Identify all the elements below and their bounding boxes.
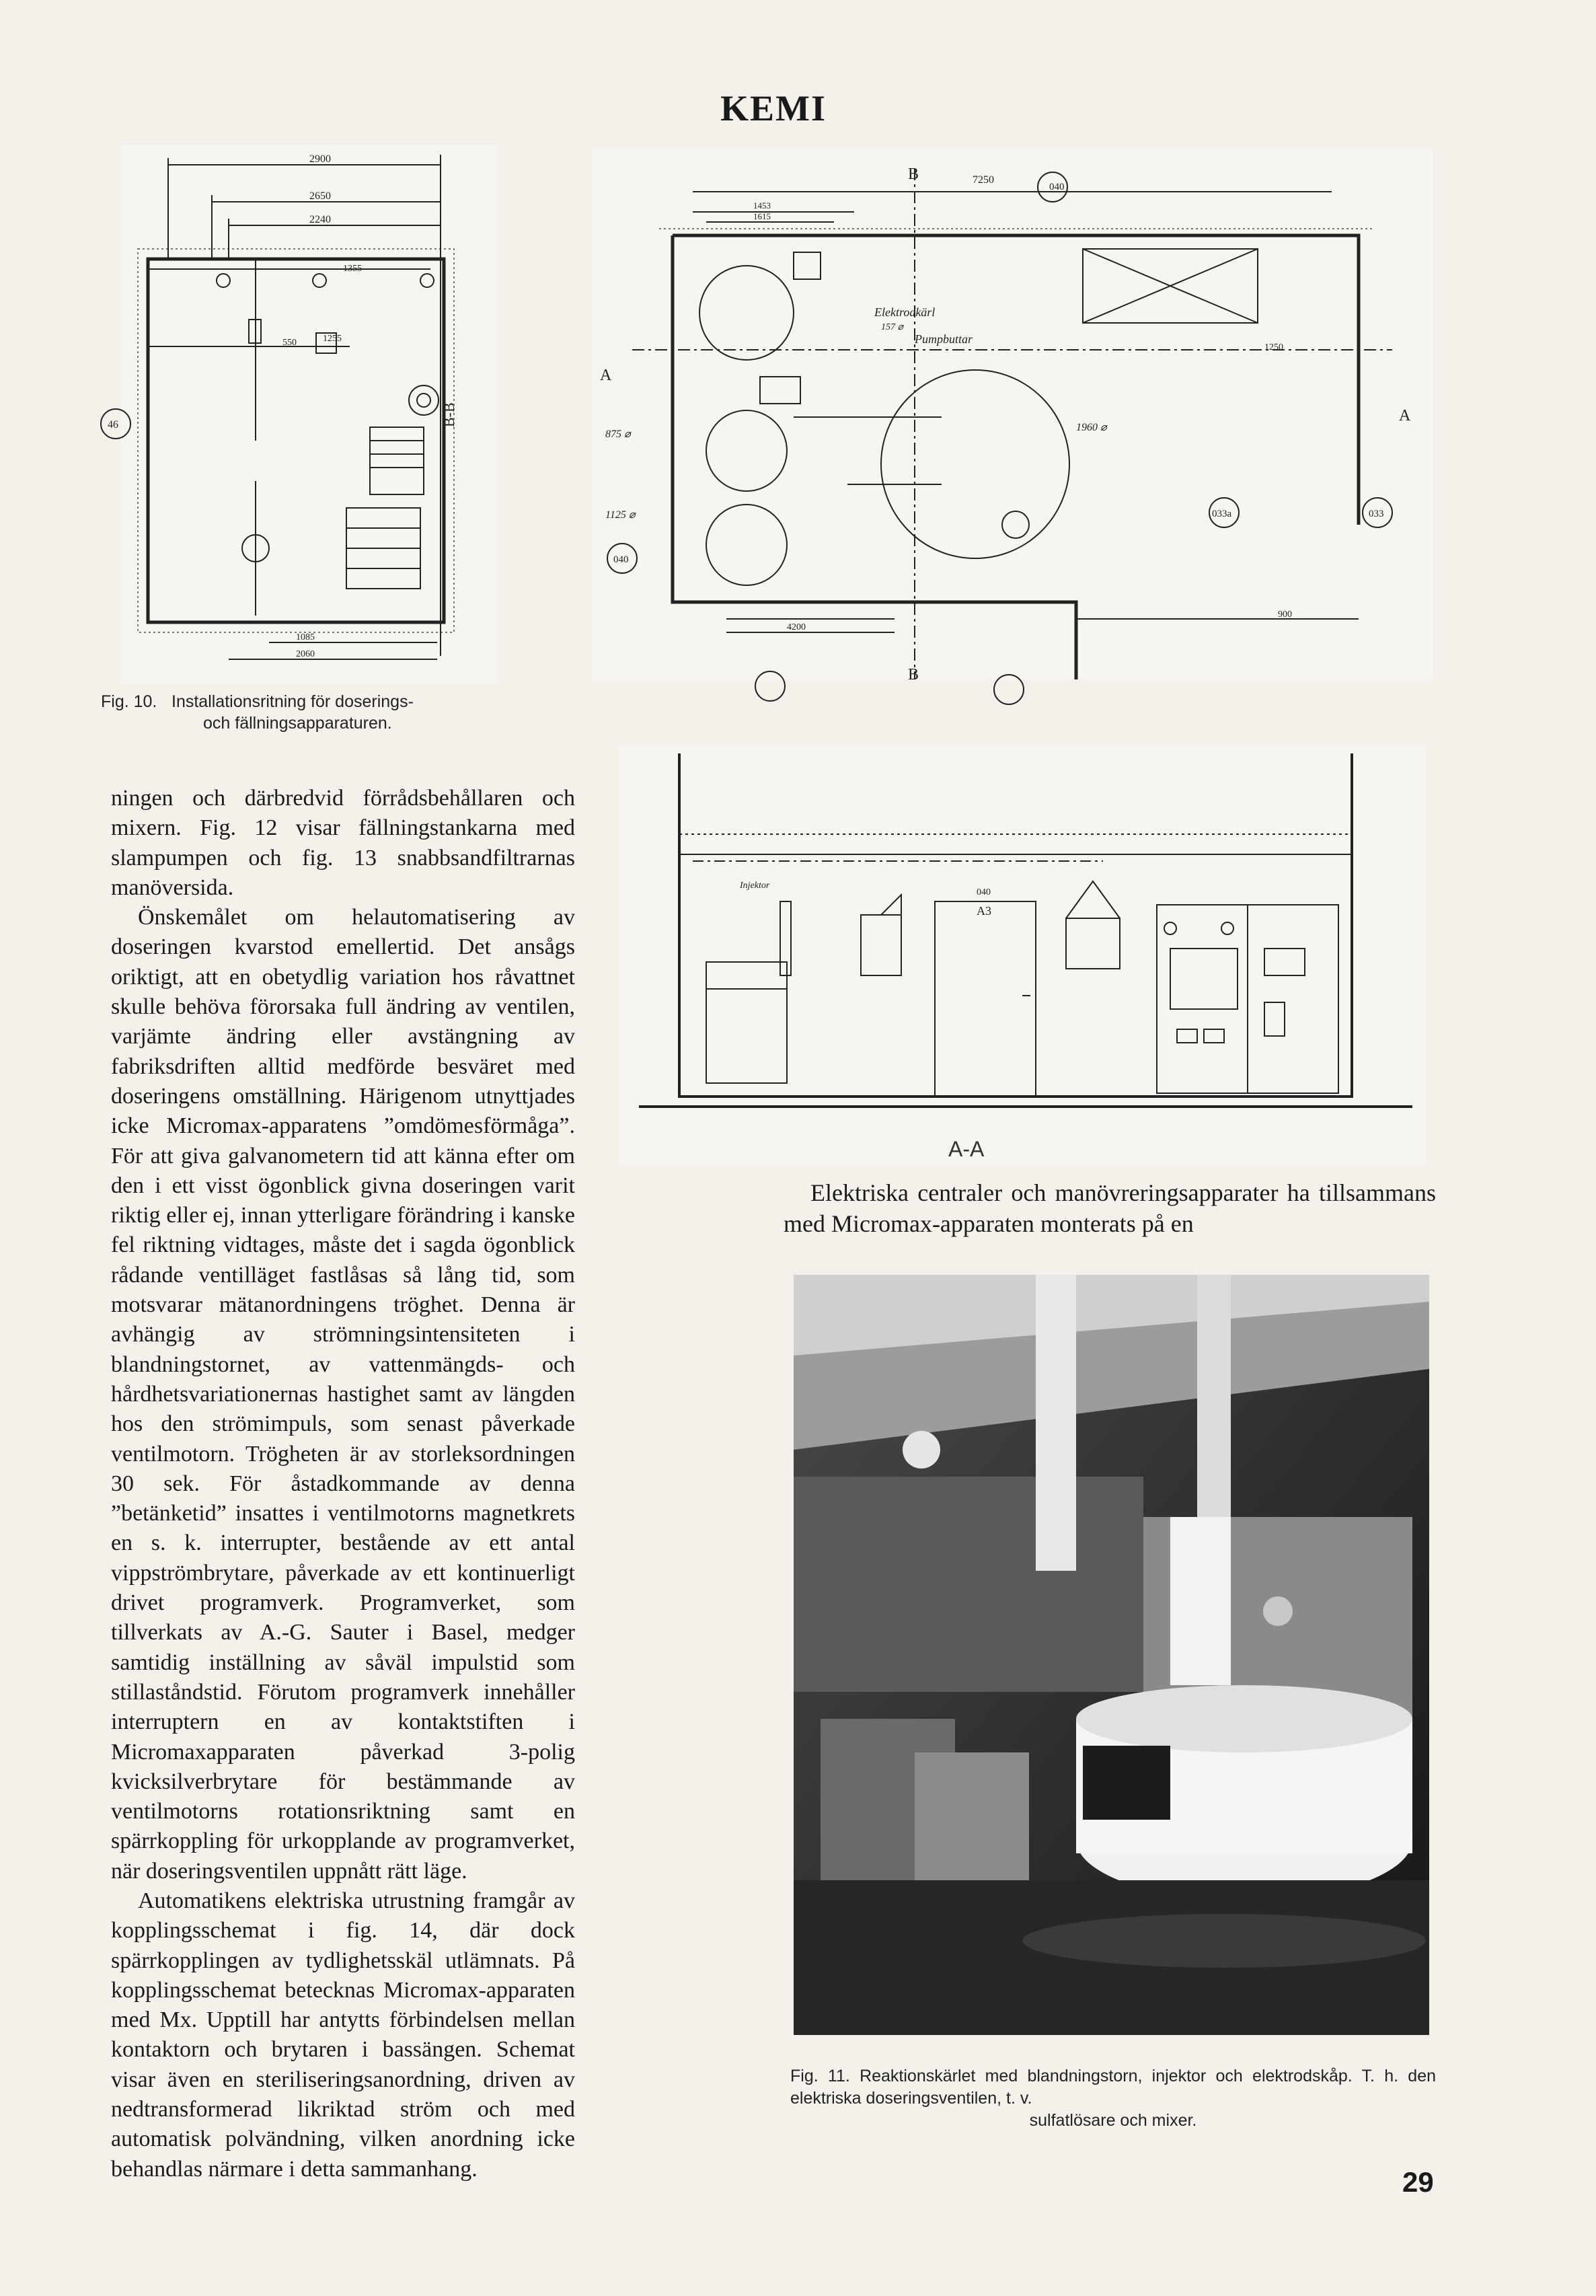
installation-drawing-right <box>592 148 1433 683</box>
drawing-circle-tag: 46 <box>108 419 118 431</box>
right-text-column <box>784 1177 1436 1239</box>
paragraph: Önskemålet om helautomatisering av doseringen kvarstod emellertid. Det ansågs oriktigt, att en obetydlig variation hos råvattnet skulle behöva förorsaka full ändring av ventilen, varjämte ändring eller avstängning av fabriksdriften alltid medförde besväret med doseringens omställning. Härigenom utnyttjades icke Micromax-apparatens ”omdömesförmåga”. För att giva galvanometern tid att känna efter om den i ett visst ögonblick givna doseringen varit riktig eller ej, innan ytterligare förändring i kanske fel riktning vidtages, måste det i sagda ögonblick rådande ventilläget fastlåsas så lång tid, som motsvarar mätanordningens tröghet. Denna är avhängig av strömningsintensiteten i blandningstornet, av vattenmängds- och hårdhetsvariationernas hastighet samt av längden hos den strömimpuls, som senast påverkade ventilmotorn. Trögheten är av storleksordningen 30 sek. För åstadkommande av denna ”betänketid” insattes i ventilmotorns magnetkrets en s. k. interrupter, bestående av ett antal vippströmbrytare, påverkade av ett kontinuerligt drivet programverk. Programverket, som tillverkats av A.-G. Sauter i Basel, medger samtidig inställning av såväl impulstid som stillaståndstid. Förutom programverk innehåller interruptern en av kontaktstiften i Micromaxapparaten påverkad 3-polig kvicksilverbrytare för bestämmande av ventilmotorns rotationsriktning samt en spärrkoppling för urkopplande av programverket, när doseringsventilen uppnått rätt läge. <box>111 905 575 1884</box>
page-header: KEMI <box>720 88 827 128</box>
drawing-label: 875 ⌀ <box>605 429 631 440</box>
elevation-label: Injektor <box>740 881 770 891</box>
figure-10-caption-line2: och fällningsapparaturen. <box>203 714 392 733</box>
paragraph: Elektriska centraler och manövreringsapparater ha tillsammans med Micromax-apparaten monterats på en <box>784 1179 1436 1237</box>
figure-11-caption-end: sulfatlösare och mixer. <box>1029 2111 1197 2130</box>
drawing-dim-text: 1250 <box>1264 342 1283 353</box>
drawing-label: A <box>600 367 612 384</box>
drawing-label: 1960 ⌀ <box>1076 422 1107 433</box>
figure-11-caption-text: Reaktionskärlet med blandningstorn, injektor och elektrodskåp. T. h. den elektriska doseringsventilen, t. v. <box>790 2067 1436 2108</box>
section-label-aa: A-A <box>948 1137 985 1161</box>
figure-10-caption-line1: Installationsritning för doserings- <box>172 692 414 711</box>
elevation-label: A3 <box>977 904 991 918</box>
drawing-dim-text: 033 <box>1369 509 1384 519</box>
figure-11-caption <box>790 2065 1436 2132</box>
drawing-dim-text: 033a <box>1212 509 1232 519</box>
drawing-label: A <box>1399 407 1411 424</box>
drawing-label: 1125 ⌀ <box>605 509 636 521</box>
drawing-label: 157 ⌀ <box>881 322 903 332</box>
drawing-dim-text: 2650 <box>309 190 331 202</box>
reaction-vessel-photo <box>794 1275 1429 2035</box>
drawing-dim-text: 1453 <box>753 200 771 211</box>
drawing-dim-text: 1615 <box>753 211 771 221</box>
drawing-dim-text: 900 <box>1278 609 1292 620</box>
drawing-dim-text: 2240 <box>309 214 331 225</box>
elevation-drawing <box>619 747 1426 1164</box>
figure-11-label: Fig. 11. <box>790 2067 850 2085</box>
drawing-dim-text: 1255 <box>323 334 342 344</box>
drawing-label: Pumpbuttar <box>915 332 973 346</box>
left-text-column <box>111 784 575 2184</box>
drawing-dim-text: 7250 <box>973 174 994 186</box>
installation-drawing-left <box>108 145 498 683</box>
drawing-dim-text: 550 <box>282 338 297 348</box>
drawing-dim-text: 040 <box>613 554 629 565</box>
figure-10-caption <box>101 691 585 734</box>
drawing-dim-text: 040 <box>1049 182 1065 192</box>
paragraph: ningen och därbredvid förrådsbehållaren och mixern. Fig. 12 visar fällningstankarna med slampumpen och fig. 13 snabbsandfiltrarnas manöversida. <box>111 786 575 900</box>
page-number: 29 <box>1402 2166 1434 2198</box>
section-mark: B-B <box>441 402 457 427</box>
drawing-dim-text: 4200 <box>787 622 806 632</box>
figure-10-label: Fig. 10. <box>101 692 157 711</box>
drawing-dim-text: 1355 <box>343 264 362 274</box>
elevation-label: 040 <box>977 887 991 897</box>
drawing-label: Elektrodkärl <box>874 305 936 319</box>
drawing-dim-text: 2900 <box>309 153 331 165</box>
drawing-dim-text: 1085 <box>296 632 315 642</box>
drawing-label: B <box>908 165 919 183</box>
paragraph: Automatikens elektriska utrustning framgår av kopplingsschemat i fig. 14, där dock spärrkopplingen av tydlighetsskäl utlämnats. På kopplingsschemat betecknas Micromax-apparaten med Mx. Upptill har antytts förbindelsen mellan kontaktorn och brytaren i bassängen. Schemat visar även en steriliseringsanordning, driven av nedtransformerad likriktad ström och med automatisk polvändning, vilken anordning icke behandlas närmare i detta sammanhang. <box>111 1888 575 2182</box>
drawing-dim-text: 2060 <box>296 649 315 659</box>
drawing-label: B <box>908 666 919 683</box>
